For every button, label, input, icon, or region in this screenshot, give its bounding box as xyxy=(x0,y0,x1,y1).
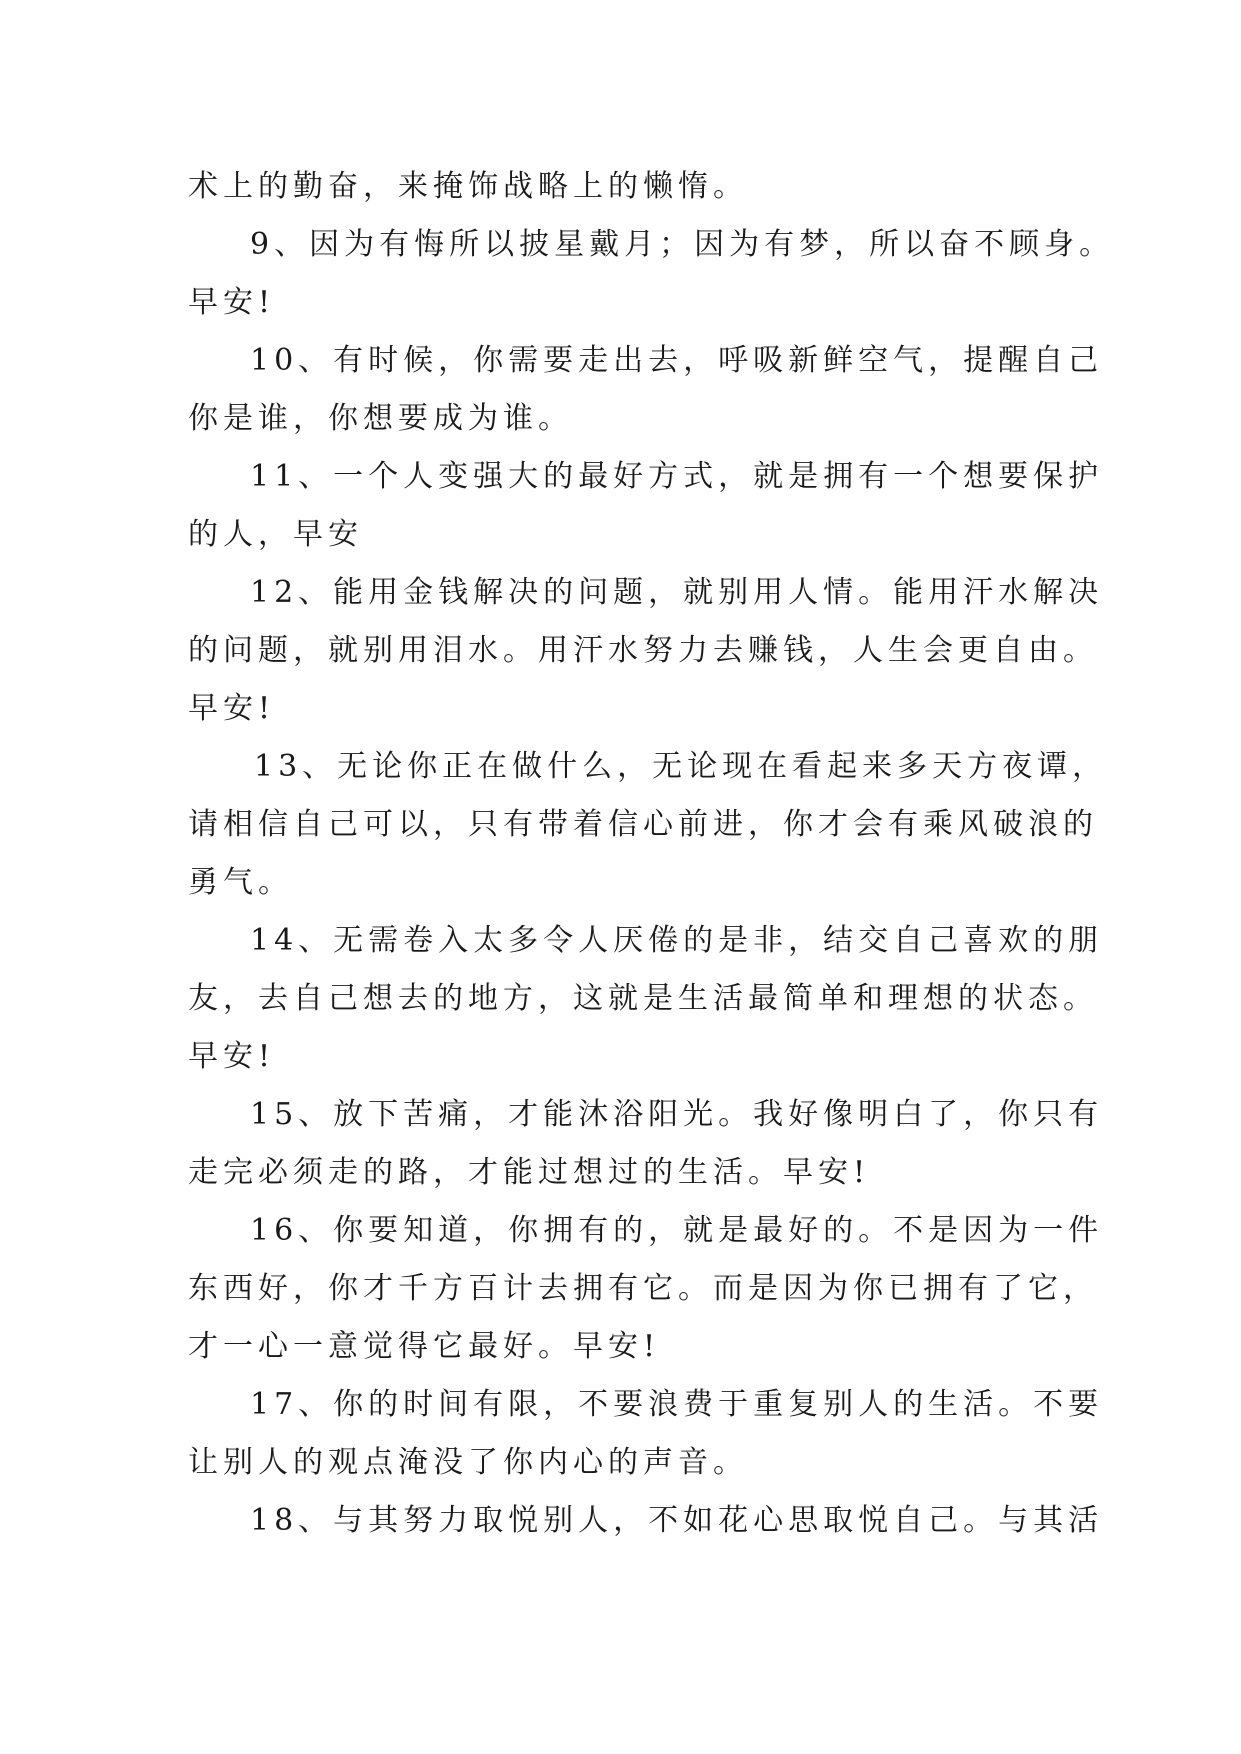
text-line: 你是谁，你想要成为谁。 xyxy=(188,401,573,436)
text-line: 早安! xyxy=(188,1039,276,1074)
text-line: 11、一个人变强大的最好方式，就是拥有一个想要保护 xyxy=(250,459,1104,494)
text-line: 才一心一意觉得它最好。早安! xyxy=(188,1329,661,1364)
text-line: 勇气。 xyxy=(188,865,293,900)
text-line: 东西好，你才千方百计去拥有它。而是因为你已拥有了它， xyxy=(188,1271,1098,1306)
text-line: 16、你要知道，你拥有的，就是最好的。不是因为一件 xyxy=(250,1213,1104,1248)
text-line: 的问题，就别用泪水。用汗水努力去赚钱，人生会更自由。 xyxy=(188,633,1098,668)
text-line: 17、你的时间有限，不要浪费于重复别人的生活。不要 xyxy=(250,1387,1104,1422)
text-line: 15、放下苦痛，才能沐浴阳光。我好像明白了，你只有 xyxy=(250,1097,1104,1132)
text-line: 术上的勤奋，来掩饰战略上的懒惰。 xyxy=(188,169,748,204)
text-line: 10、有时候，你需要走出去，呼吸新鲜空气，提醒自己 xyxy=(250,343,1104,378)
text-line: 18、与其努力取悦别人，不如花心思取悦自己。与其活 xyxy=(250,1503,1104,1538)
text-line: 12、能用金钱解决的问题，就别用人情。能用汗水解决 xyxy=(250,575,1104,610)
text-line: 13、无论你正在做什么，无论现在看起来多天方夜谭， xyxy=(254,749,1108,784)
text-line: 让别人的观点淹没了你内心的声音。 xyxy=(188,1445,748,1480)
text-line: 走完必须走的路，才能过想过的生活。早安! xyxy=(188,1155,871,1190)
text-line: 的人，早安 xyxy=(188,517,363,552)
text-line: 早安! xyxy=(188,691,276,726)
text-line: 友，去自己想去的地方，这就是生活最简单和理想的状态。 xyxy=(188,981,1098,1016)
document-body xyxy=(188,158,1115,1550)
text-line: 14、无需卷入太多令人厌倦的是非，结交自己喜欢的朋 xyxy=(250,923,1104,958)
text-line: 请相信自己可以，只有带着信心前进，你才会有乘风破浪的 xyxy=(188,807,1098,842)
text-line: 9、因为有悔所以披星戴月；因为有梦，所以奋不顾身。 xyxy=(250,227,1115,262)
text-line: 早安! xyxy=(188,285,276,320)
